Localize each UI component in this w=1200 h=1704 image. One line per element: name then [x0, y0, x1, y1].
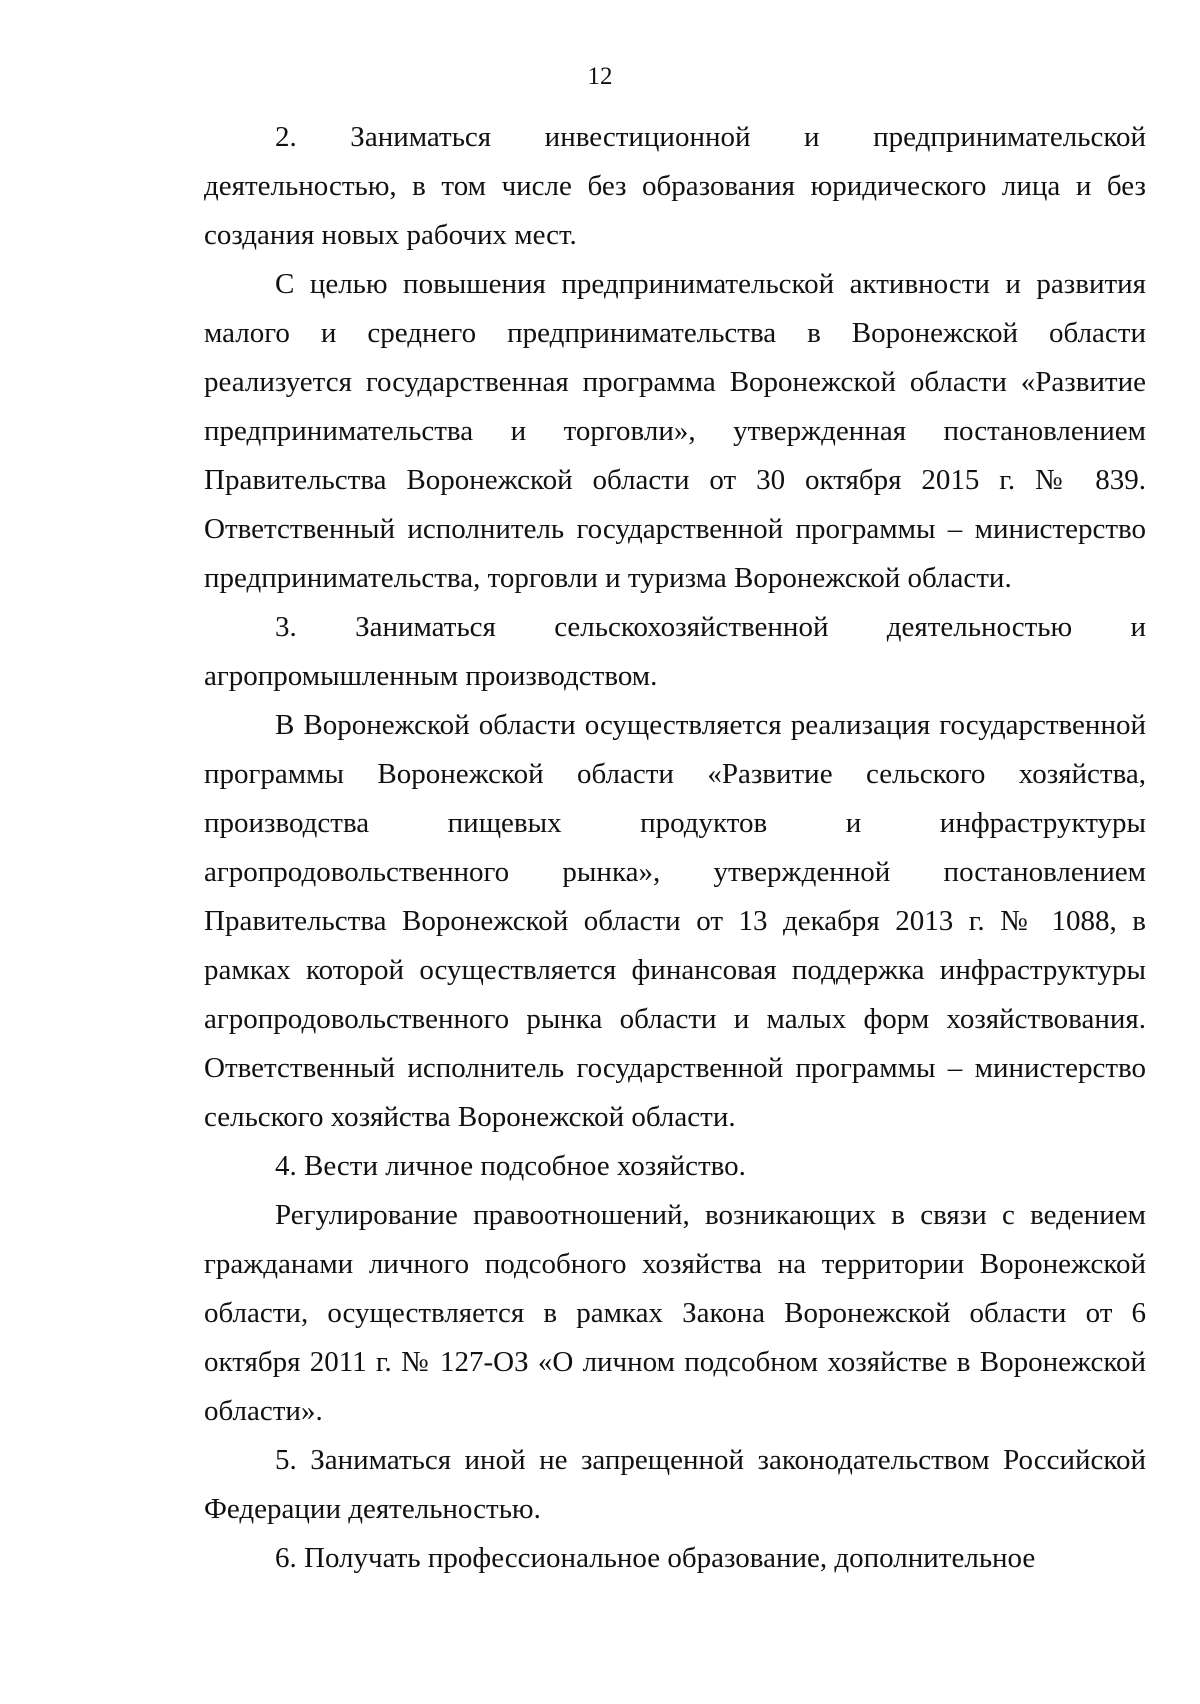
page-number: 12 [587, 63, 613, 90]
paragraph-item-5: 5. Заниматься иной не запрещенной законодательством Российской Федерации деятельностью. [204, 1444, 1146, 1525]
paragraph-item-4: 4. Вести личное подсобное хозяйство. [275, 1150, 746, 1182]
paragraph-item-6: 6. Получать профессиональное образование, дополнительное [275, 1542, 1036, 1574]
paragraph-item-3: 3. Заниматься сельскохозяйственной деятельностью и агропромышленным производством. [204, 611, 1146, 692]
paragraph-entrepreneurship-program: С целью повышения предпринимательской активности и развития малого и среднего предпринимательства в Воронежской области реализуется государственная программа Воронежской области «Развитие предпринимательства и торговли», утвержденная постановлением Правительства Воронежской области от 30 октября 2015 г. № 839. Ответственный исполнитель государственной программы – министерство предпринимательства, торговли и туризма Воронежской области. [204, 268, 1146, 594]
paragraph-agriculture-program: В Воронежской области осуществляется реализация государственной программы Воронежской области «Развитие сельского хозяйства, производства пищевых продуктов и инфраструктуры агропродовольственного рынка», утвержденной постановлением Правительства Воронежской области от 13 декабря 2013 г. № 1088, в рамках которой осуществляется финансовая поддержка инфраструктуры агропродовольственного рынка области и малых форм хозяйствования. Ответственный исполнитель государственной программы – министерство сельского хозяйства Воронежской области. [204, 709, 1146, 1133]
paragraph-item-2: 2. Заниматься инвестиционной и предпринимательской деятельностью, в том числе без образования юридического лица и без создания новых рабочих мест. [204, 121, 1146, 251]
paragraph-household-law: Регулирование правоотношений, возникающих в связи с ведением гражданами личного подсобного хозяйства на территории Воронежской области, осуществляется в рамках Закона Воронежской области от 6 октября 2011 г. № 127-ОЗ «О личном подсобном хозяйстве в Воронежской области». [204, 1199, 1146, 1427]
document-body [204, 113, 1146, 1583]
